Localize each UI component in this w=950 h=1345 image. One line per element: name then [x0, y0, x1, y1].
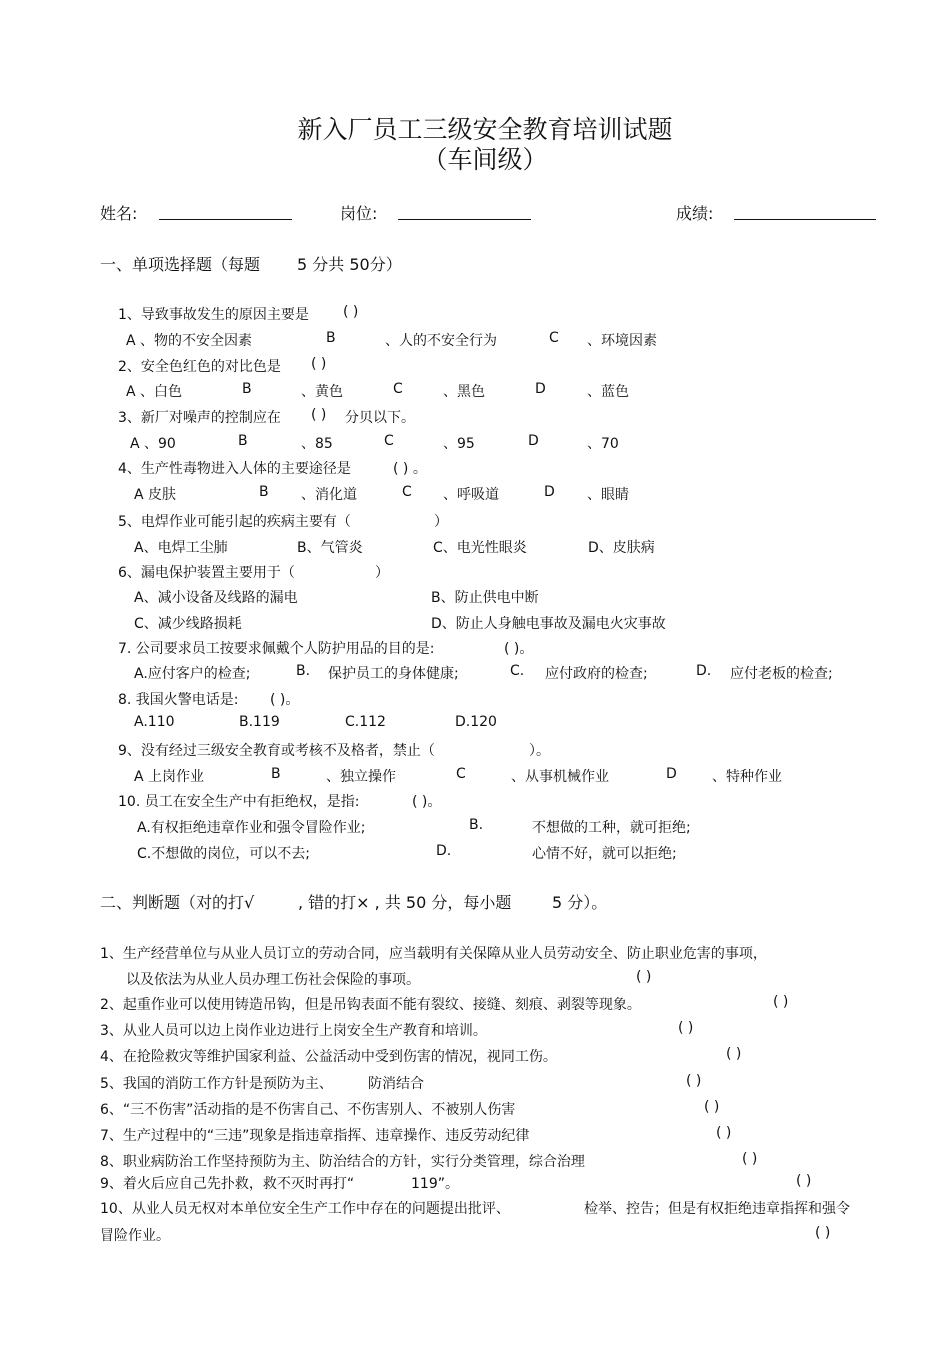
option[interactable]: 、95 [443, 436, 475, 452]
option[interactable]: 、环境因素 [587, 333, 657, 349]
option-letter[interactable]: C [456, 766, 466, 782]
score-label: 成绩: [676, 204, 714, 223]
option[interactable]: A、电焊工尘肺 [134, 540, 228, 556]
option[interactable]: 、黑色 [443, 384, 485, 400]
post-blank[interactable] [398, 219, 531, 220]
option-letter[interactable]: C [384, 433, 394, 449]
tf-item-text-b: 防消结合 [368, 1076, 424, 1092]
tf-item-text: 1、生产经营单位与从业人员订立的劳动合同，应当载明有关保障从业人员劳动安全、防止职业危害的事项， [100, 946, 767, 962]
option[interactable]: A 、90 [130, 436, 176, 452]
option-letter[interactable]: D [544, 484, 555, 500]
tf-answer-paren[interactable]: ( ) [716, 1125, 732, 1141]
tf-item-text: 2、起重作业可以使用铸造吊钩，但是吊钩表面不能有裂纹、接缝、刻痕、剥裂等现象。 [100, 997, 641, 1013]
option[interactable]: 应付政府的检查; [545, 666, 648, 682]
tf-item-text: 4、在抢险救灾等维护国家利益、公益活动中受到伤害的情况，视同工伤。 [100, 1049, 557, 1065]
option[interactable]: D.120 [455, 714, 497, 730]
option[interactable]: 、呼吸道 [443, 487, 499, 503]
option[interactable]: 不想做的工种，就可拒绝; [532, 820, 691, 836]
answer-paren[interactable]: ( )。 [270, 692, 300, 708]
option-letter[interactable]: D [528, 433, 539, 449]
option[interactable]: A 皮肤 [134, 487, 177, 503]
option[interactable]: A.110 [134, 714, 175, 730]
option[interactable]: A 上岗作业 [134, 769, 205, 785]
tf-answer-paren[interactable]: ( ) [796, 1173, 812, 1189]
option-letter[interactable]: B [238, 433, 248, 449]
question-text: 1、导致事故发生的原因主要是 [118, 307, 309, 323]
option[interactable]: D、皮肤病 [588, 540, 655, 556]
question-text: 4、生产性毒物进入人体的主要途径是 [118, 461, 351, 477]
tf-answer-paren[interactable]: ( ) [742, 1151, 758, 1167]
option[interactable]: 心情不好，就可以拒绝; [532, 846, 677, 862]
section1-heading: 一、单项选择题（每题 [100, 255, 261, 274]
option[interactable]: 应付老板的检查; [730, 666, 833, 682]
option-letter[interactable]: B [326, 330, 336, 346]
tf-answer-paren[interactable]: ( ) [678, 1020, 694, 1036]
tf-item-text-cont: 以及依法为从业人员办理工伤社会保险的事项。 [126, 972, 420, 988]
tf-item-text: 9、着火后应自己先扑救，救不灭时再打“ [100, 1176, 355, 1192]
option[interactable]: 、眼睛 [587, 487, 629, 503]
option[interactable]: B、防止供电中断 [431, 590, 539, 606]
tf-item-text-b: 检举、控告；但是有权拒绝违章指挥和强令 [584, 1201, 850, 1217]
option[interactable]: B.119 [239, 714, 280, 730]
tf-answer-paren[interactable]: ( ) [773, 994, 789, 1010]
tf-answer-paren[interactable]: ( ) [686, 1073, 702, 1089]
option-letter[interactable]: B [271, 766, 281, 782]
question-text: 5、电焊作业可能引起的疾病主要有（ [118, 514, 351, 530]
tf-item-text: 5、我国的消防工作方针是预防为主、 [100, 1076, 333, 1092]
option[interactable]: 、特种作业 [712, 769, 782, 785]
section2-heading: 二、判断题（对的打√ [100, 893, 255, 912]
option[interactable]: C、减少线路损耗 [134, 616, 242, 632]
tf-item-text: 3、从业人员可以边上岗作业边进行上岗安全生产教育和培训。 [100, 1023, 487, 1039]
option[interactable]: 保护员工的身体健康; [328, 666, 459, 682]
option-letter[interactable]: B [242, 381, 252, 397]
tf-item-text-cont: 冒险作业。 [100, 1228, 170, 1244]
section2-heading-points: 5 分）。 [552, 893, 608, 912]
tf-item-text: 7、生产过程中的“三违”现象是指违章指挥、违章操作、违反劳动纪律 [100, 1128, 530, 1144]
answer-paren[interactable]: ( ) [343, 304, 359, 320]
question-text: 10. 员工在安全生产中有拒绝权，是指: [118, 794, 360, 810]
question-text: 2、安全色红色的对比色是 [118, 359, 281, 375]
answer-paren[interactable]: ）。 [529, 743, 550, 759]
tf-answer-paren[interactable]: ( ) [704, 1099, 720, 1115]
tf-item-text: 8、职业病防治工作坚持预防为主、防治结合的方针，实行分类管理，综合治理 [100, 1154, 585, 1170]
question-text: 9、没有经过三级安全教育或考核不及格者，禁止（ [118, 743, 435, 759]
option[interactable]: A.有权拒绝违章作业和强令冒险作业; [137, 820, 366, 836]
option[interactable]: C、电光性眼炎 [433, 540, 527, 556]
option[interactable]: A 、白色 [126, 384, 183, 400]
option[interactable]: B、气管炎 [297, 540, 363, 556]
option[interactable]: C.不想做的岗位，可以不去; [137, 846, 310, 862]
option[interactable]: 、黄色 [301, 384, 343, 400]
section1-heading-points: 5 分共 50分） [297, 255, 402, 274]
option[interactable]: A.应付客户的检查; [134, 666, 251, 682]
exam-subtitle: （车间级） [422, 145, 548, 174]
option-letter[interactable]: D. [436, 843, 452, 859]
name-blank[interactable] [159, 219, 292, 220]
option-letter[interactable]: D [666, 766, 677, 782]
answer-paren[interactable]: ( ) [311, 356, 327, 372]
option-letter[interactable]: D [535, 381, 546, 397]
option[interactable]: 、消化道 [301, 487, 357, 503]
tf-item-text: 6、“三不伤害”活动指的是不伤害自己、不伤害别人、不被别人伤害 [100, 1102, 516, 1118]
tf-answer-paren[interactable]: ( ) [636, 969, 652, 985]
answer-paren[interactable]: ） [434, 514, 448, 530]
option[interactable]: A、减小设备及线路的漏电 [134, 590, 298, 606]
section2-heading-rules: , 错的打× , 共 50 分，每小题 [298, 893, 512, 912]
option[interactable]: 、独立操作 [326, 769, 396, 785]
option-letter[interactable]: C. [510, 663, 525, 679]
question-text: 8. 我国火警电话是: [118, 692, 239, 708]
option[interactable]: 、70 [587, 436, 619, 452]
tf-answer-paren[interactable]: ( ) [726, 1046, 742, 1062]
option[interactable]: 、85 [301, 436, 333, 452]
tf-answer-paren[interactable]: ( ) [815, 1225, 831, 1241]
score-blank[interactable] [734, 219, 876, 220]
option[interactable]: C.112 [345, 714, 386, 730]
option-letter[interactable]: B [259, 484, 269, 500]
answer-paren[interactable]: ） [375, 565, 389, 581]
answer-paren[interactable]: ( )。 [412, 794, 442, 810]
answer-paren[interactable]: ( ) 。 [393, 461, 427, 477]
option[interactable]: 、蓝色 [587, 384, 629, 400]
question-tail: 分贝以下。 [345, 410, 415, 426]
question-text: 3、新厂对噪声的控制应在 [118, 410, 281, 426]
question-text: 7. 公司要求员工按要求佩戴个人防护用品的目的是: [118, 641, 435, 657]
name-label: 姓名: [100, 204, 138, 223]
tf-item-text-b: 119”。 [411, 1176, 459, 1192]
answer-paren[interactable]: ( )。 [504, 641, 534, 657]
option[interactable]: 、从事机械作业 [511, 769, 609, 785]
option-letter[interactable]: C [549, 330, 559, 346]
exam-title: 新入厂员工三级安全教育培训试题 [297, 115, 673, 144]
option-letter[interactable]: C [402, 484, 412, 500]
option-letter[interactable]: B. [296, 663, 311, 679]
option-letter[interactable]: B. [469, 817, 484, 833]
answer-paren[interactable]: ( ) [311, 407, 327, 423]
option-letter[interactable]: C [393, 381, 403, 397]
option-letter[interactable]: D. [696, 663, 712, 679]
option[interactable]: A 、物的不安全因素 [126, 333, 253, 349]
option[interactable]: D、防止人身触电事故及漏电火灾事故 [431, 616, 666, 632]
tf-item-text: 10、从业人员无权对本单位安全生产工作中存在的问题提出批评、 [100, 1201, 510, 1217]
question-text: 6、漏电保护装置主要用于（ [118, 565, 295, 581]
option[interactable]: 、人的不安全行为 [385, 333, 497, 349]
post-label: 岗位: [340, 204, 378, 223]
